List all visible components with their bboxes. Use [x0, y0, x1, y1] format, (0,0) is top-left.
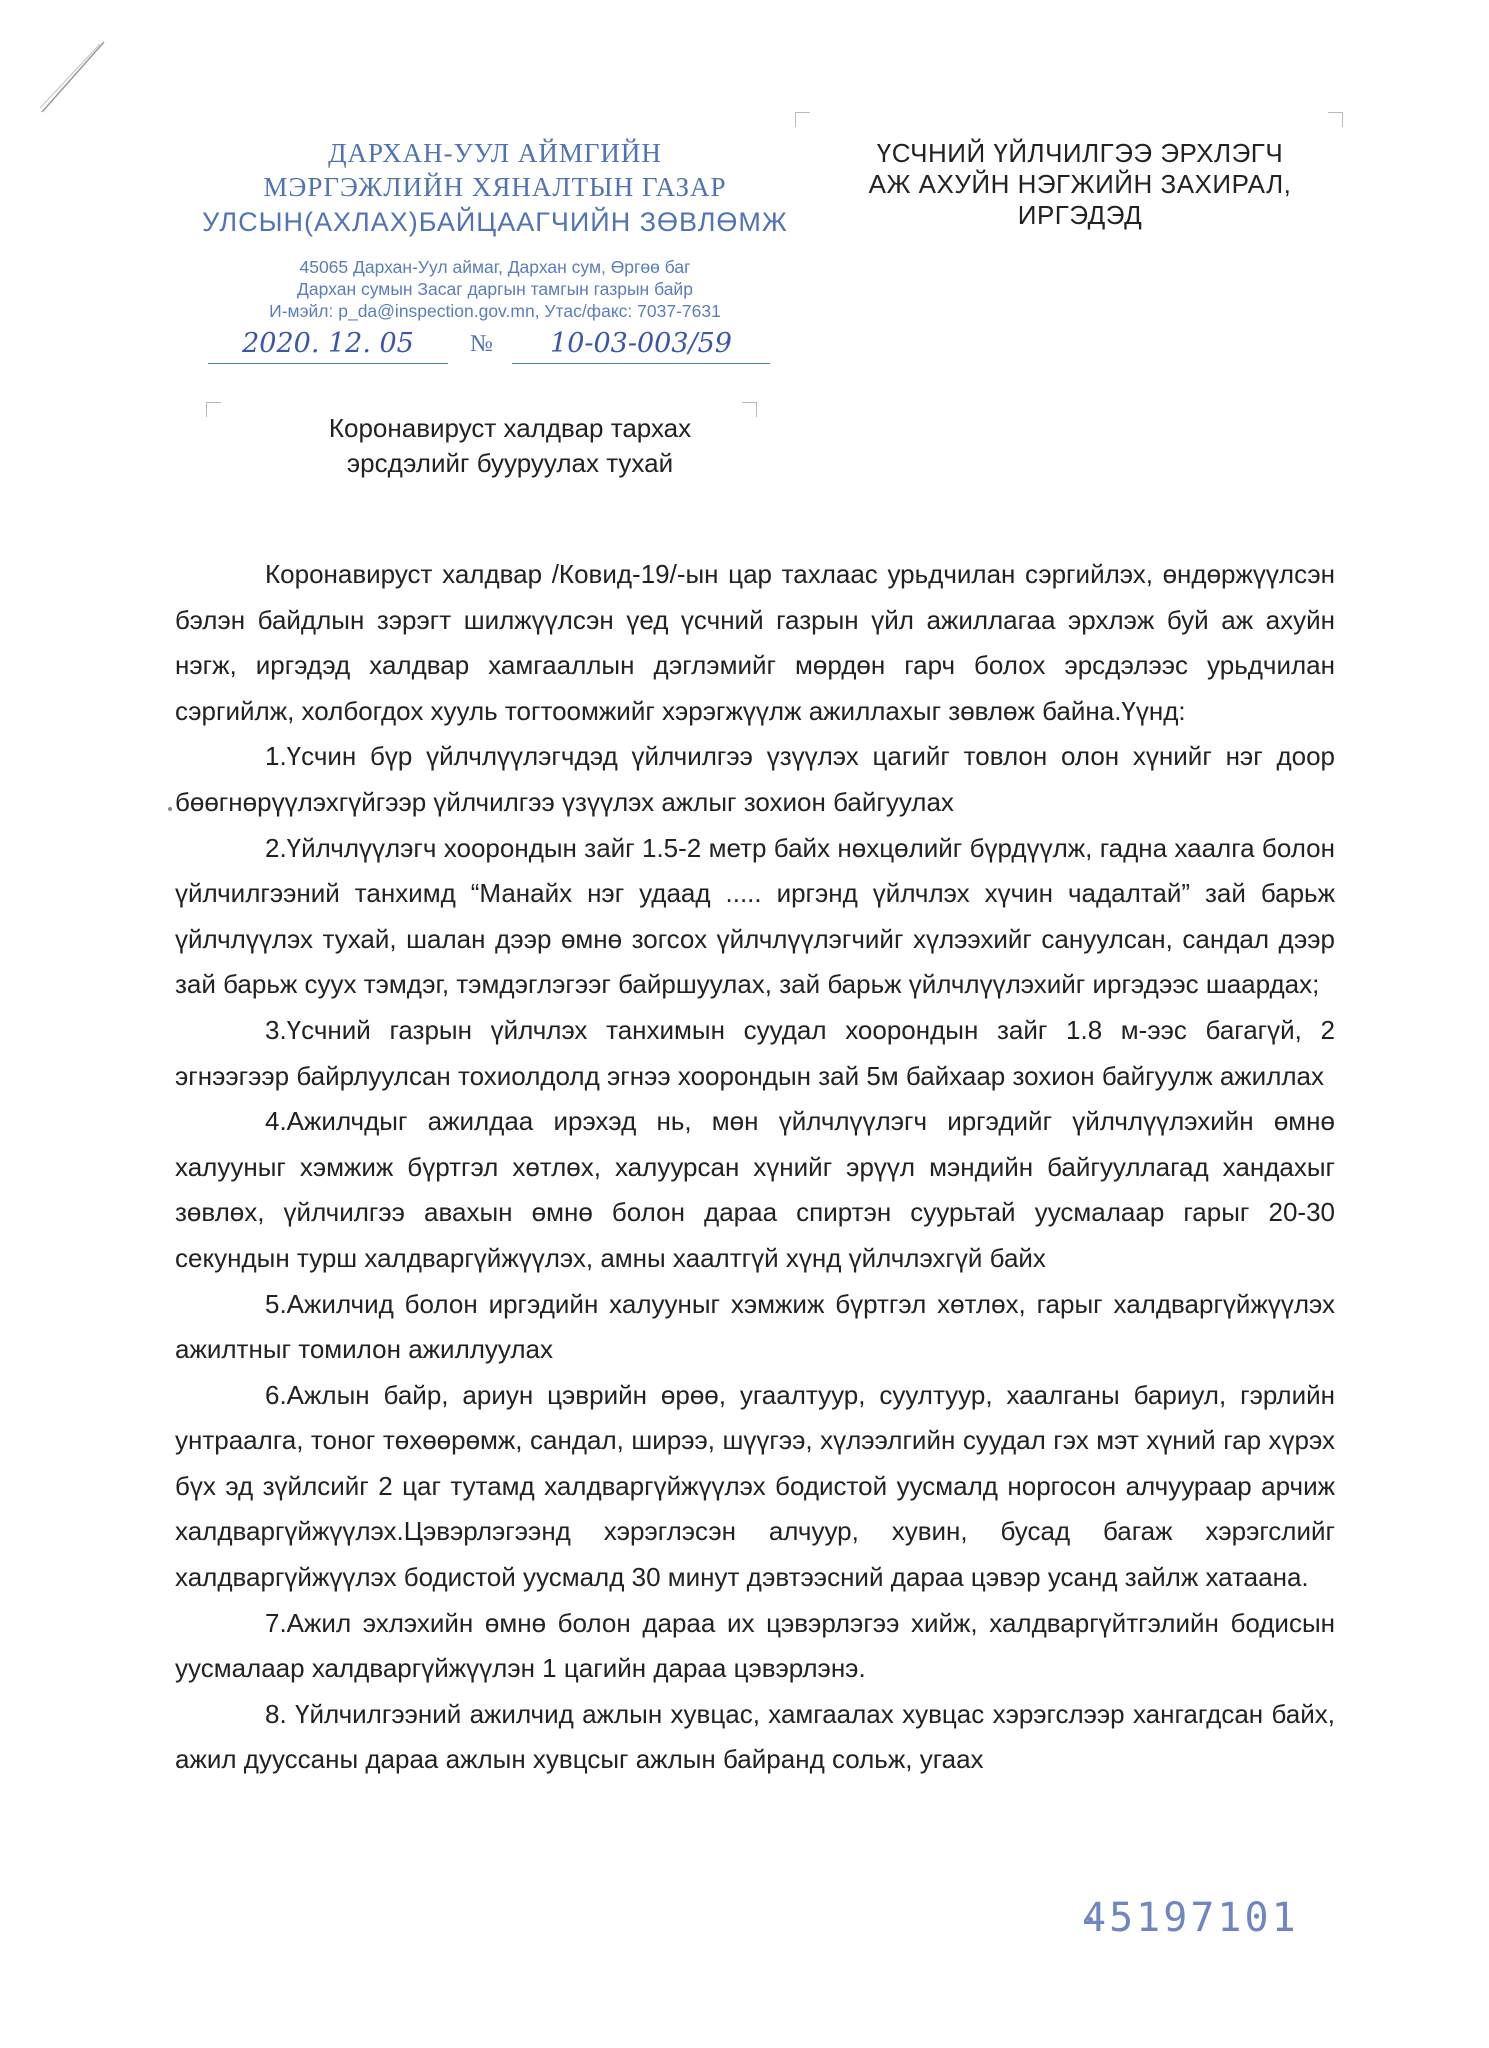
recommendation-item-8: 8. Үйлчилгээний ажилчид ажлын хувцас, хамгаалах хувцас хэрэгслээр хангагдсан байх, ажил дууссаны дараа ажлын хувцсыг ажлын байранд сольж, угаах [175, 1698, 1335, 1775]
letterhead-agency: МЭРГЭЖЛИЙН ХЯНАЛТЫН ГАЗАР [263, 172, 727, 202]
letterhead-address-line2: Дархан сумын Засаг даргын тамгын газрын байр [297, 279, 693, 299]
recommendation-item-4: 4.Ажилчдыг ажилдаа ирэхэд нь, мөн үйлчлүүлэгч иргэдийг үйлчлүүлэхийн өмнө халууныг хэмжиж бүртгэл хөтлөх, халуурсан хүнийг эрүүл мэндийн байгууллагад хандахыг зөвлөх, үйлчилгээ авахын өмнө болон дараа спиртэн суурьтай уусмалаар гарыг 20-30 секундын турш халдваргүйжүүлэх, амны хаалтгүй хүнд үйлчлэхгүй байх [175, 1106, 1335, 1273]
recommendation-item-1: 1.Үсчин бүр үйлчлүүлэгчдэд үйлчилгээ үзүүлэх цагийг товлон олон хүнийг нэг доор бөөгнөрүүлэхгүйгээр үйлчилгээ үзүүлэх ажлыг зохион байгуулах [175, 741, 1335, 817]
subject-block [260, 411, 760, 481]
letterhead-bracket-top-left [795, 112, 810, 127]
letterhead [200, 136, 790, 322]
body-intro: Коронавируст халдвар /Ковид-19/-ын цар тахлаас урьдчилан сэргийлэх, өндөржүүлсэн бэлэн байдлын зэрэгт шилжүүлсэн үед үсчний газрын үйл ажиллагаа эрхлэж буй аж ахуйн нэгж, иргэдэд халдвар хамгааллын дэглэмийг мөрдөн гарч болох эрсдэлээс урьдчилан сэргийлж, холбогдох хууль тогтоомжийг хэрэгжүүлж ажиллахыг зөвлөж байна.Үүнд: [175, 559, 1335, 726]
document-number: 10-03-003/59 [512, 325, 770, 364]
recommendation-item-6: 6.Ажлын байр, ариун цэврийн өрөө, угаалтуур, суултуур, хаалганы бариул, гэрлийн унтраалга, тоног төхөөрөмж, сандал, ширээ, шүүгээ, хүлээлгийн суудал гэх мэт хүний гар хүрэх бүх эд зүйлсийг 2 цаг тутамд халдваргүйжүүлэх бодистой уусмалд норгосон алчуураар арчиж халдваргүйжүүлэх.Цэвэрлэгээнд хэрэглэсэн алчуур, хувин, бусад багаж хэрэгслийг халдваргүйжүүлэх бодистой уусмалд 30 минут дэвтээсний дараа цэвэр усанд зайлж хатаана. [175, 1379, 1335, 1593]
recommendation-item-7: 7.Ажил эхлэхийн өмнө болон дараа их цэвэрлэгээ хийж, халдваргүйтгэлийн бодисын уусмалаар халдваргүйжүүлэн 1 цагийн дараа цэвэрлэнэ. [175, 1607, 1335, 1684]
subject-line1: Коронавируст халдвар тархах [328, 413, 692, 443]
recipient-bracket-top-right [1328, 112, 1343, 127]
letterhead-province: ДАРХАН-УУЛ АЙМГИЙН [328, 138, 662, 168]
letterhead-document-type: УЛСЫН(АХЛАХ)БАЙЦААГЧИЙН ЗӨВЛӨМЖ [202, 207, 788, 237]
recipient-line2: АЖ АХУЙН НЭГЖИЙН ЗАХИРАЛ, [868, 169, 1292, 199]
subject-bracket-top-left [206, 402, 221, 417]
recommendation-item-2: 2.Үйлчлүүлэгч хоорондын зайг 1.5-2 метр байх нөхцөлийг бүрдүүлж, гадна хаалга болон үйлчилгээний танхимд “Манайх нэг удаад ..... иргэнд үйлчлэх хүчин чадалтай” зай барьж үйлчлүүлэх тухай, шалан дээр өмнө зогсох үйлчлүүлэгчийг хүлээхийг сануулсан, сандал дээр зай барьж суух тэмдэг, тэмдэглэгээг байршуулах, зай барьж үйлчлүүлэхийг иргэдээс шаардах; [175, 832, 1335, 1000]
letterhead-address-line1: 45065 Дархан-Уул аймаг, Дархан сум, Өргөө баг [299, 257, 691, 277]
recipient-block [830, 138, 1330, 231]
recipient-line3: ИРГЭДЭД [1017, 200, 1143, 230]
letterhead-contact: И-мэйл: p_da@inspection.gov.mn, Утас/факс: 7037-7631 [269, 301, 721, 321]
reference-line [208, 325, 770, 365]
scan-smudge [168, 807, 172, 811]
pencil-mark [38, 40, 108, 115]
serial-number-stamp: 45197101 [1082, 1895, 1299, 1941]
recipient-line1: ҮСЧНИЙ ҮЙЛЧИЛГЭЭ ЭРХЛЭГЧ [876, 138, 1284, 168]
subject-line2: эрсдэлийг бууруулах тухай [346, 448, 674, 478]
recommendation-item-3: 3.Үсчний газрын үйлчлэх танхимын суудал хоорондын зайг 1.8 м-ээс багагүй, 2 эгнээгээр байрлуулсан тохиолдолд эгнээ хоорондын зай 5м байхаар зохион байгуулж ажиллах [175, 1014, 1335, 1091]
number-label: № [470, 331, 493, 357]
document-date: 2020. 12. 05 [208, 325, 448, 364]
document-body [175, 552, 1335, 1783]
recommendation-item-5: 5.Ажилчид болон иргэдийн халууныг хэмжиж бүртгэл хөтлөх, гарыг халдваргүйжүүлэх ажилтныг томилон ажиллуулах [175, 1288, 1335, 1365]
